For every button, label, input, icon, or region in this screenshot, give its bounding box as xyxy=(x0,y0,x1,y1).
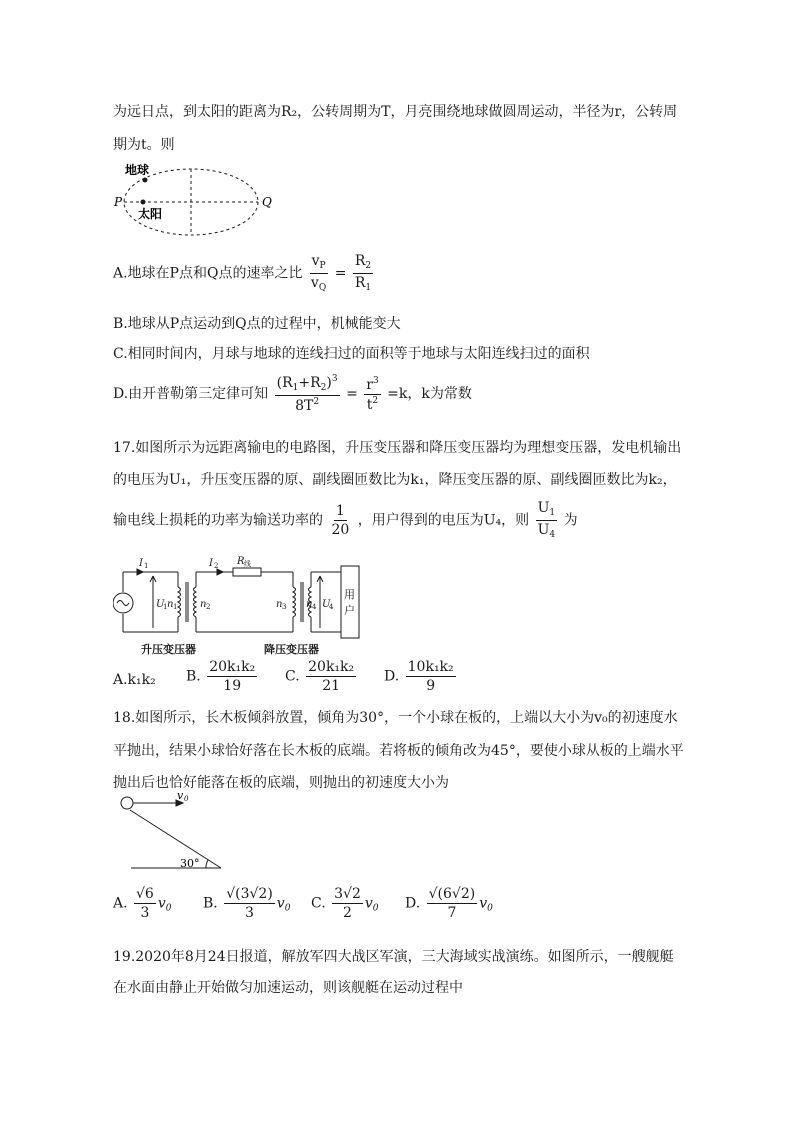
svg-text:n: n xyxy=(276,599,283,610)
q16-intro-line2: 期为t。则 xyxy=(113,137,175,153)
q17-line3: 输电线上损耗的功率为输送功率的 $\frac{1}{20}$ ，用户得到的电压为U₄，则 $\frac{U_1}{U_4}$ 为 xyxy=(113,500,578,540)
earth-dot xyxy=(143,178,148,183)
resistor-label: R xyxy=(237,556,245,567)
q18-line1: 18.如图所示，长木板倾斜放置，倾角为30°，一个小球在板的，上端以大小为v₀的初速度水 xyxy=(113,710,678,726)
q18-line2: 平抛出，结果小球恰好落在长木板的底端。若将板的倾角改为45°，要使小球从板的上端水平 xyxy=(113,743,684,759)
point-p-label: P xyxy=(114,195,123,209)
svg-text:0: 0 xyxy=(184,795,189,803)
svg-text:n: n xyxy=(200,599,207,610)
svg-text:1: 1 xyxy=(163,603,168,611)
sun-label: 太阳 xyxy=(138,207,163,221)
q19-line1: 19.2020年8月24日报道，解放军四大战区军演，三大海域实战演练。如图所示，一艘舰艇 xyxy=(113,949,674,965)
q16-option-d: D.由开普勒第三定律可知 $\frac{(R_1+R_2)^3}{8T^2}$ = $\frac{r^3}{t^2}$ =k，k为常数 xyxy=(113,374,472,414)
q16-intro-line1: 为远日点，到太阳的距离为R₂，公转周期为T，月亮围绕地球做圆周运动，半径为r，公转周 xyxy=(113,104,678,120)
incline-figure xyxy=(113,790,228,872)
q18-option-c: C. $\frac{3√2}{2}$ $v_0$ xyxy=(311,886,379,921)
q17-option-c: C. $\frac{\text{20k₁k₂}}{21}$ xyxy=(285,659,355,694)
svg-text:2: 2 xyxy=(214,562,219,570)
kepler-moon: $\frac{r^3}{t^2}$ xyxy=(366,375,379,413)
current-i2-label: I xyxy=(209,558,213,569)
kepler-lhs: $\frac{(R_1+R_2)^3}{8T^2}$ xyxy=(276,374,338,414)
sun-dot xyxy=(141,200,146,205)
svg-text:1: 1 xyxy=(144,562,149,570)
q17-option-d: D. $\frac{\text{10k₁k₂}}{9}$ xyxy=(384,659,454,694)
q18-option-a: A. $\frac{√6}{3}$ $v_0$ xyxy=(113,886,172,921)
svg-text:1: 1 xyxy=(173,603,178,611)
current-i1-label: I xyxy=(139,558,143,569)
svg-text:3: 3 xyxy=(282,603,287,611)
q18-line3: 抛出后也恰好能落在板的底端，则抛出的初速度大小为 xyxy=(113,775,449,791)
user-label-top: 用 xyxy=(344,588,355,601)
earth-label: 地球 xyxy=(125,163,150,177)
initial-velocity-label: v xyxy=(177,790,184,802)
resistor-subscript: 线 xyxy=(244,560,251,568)
transmission-circuit xyxy=(113,552,363,660)
q19-line2: 在水面由静止开始做匀加速运动，则该舰艇在运动过程中 xyxy=(113,980,463,996)
q16-option-c: C.相同时间内，月球与地球的连线扫过的面积等于地球与太阳连线扫过的面积 xyxy=(113,346,590,362)
svg-text:U: U xyxy=(322,599,331,610)
q16-option-a: A.地球在P点和Q点的速率之比 $\frac{v_P}{v_Q}$ = $\frac{R_2}{R_1}$ xyxy=(113,253,372,293)
q17-option-b: B. $\frac{\text{20k₁k₂}}{19}$ xyxy=(186,659,256,694)
step-up-label: 升压变压器 xyxy=(141,643,196,656)
loss-fraction: $\frac{1}{20}$ xyxy=(331,503,350,538)
svg-text:n: n xyxy=(306,599,313,610)
voltage-ratio: $\frac{U_1}{U_4}$ xyxy=(537,500,556,540)
svg-text:2: 2 xyxy=(206,603,211,611)
svg-text:U: U xyxy=(156,599,165,610)
user-label-bottom: 户 xyxy=(344,604,355,617)
q17-option-a: A.k₁k₂ xyxy=(113,672,156,688)
svg-text:n: n xyxy=(167,599,174,610)
q17-line1: 17.如图所示为远距离输电的电路图，升压变压器和降压变压器均为理想变压器，发电机输出 xyxy=(113,440,682,456)
q17-line2: 的电压为U₁，升压变压器的原、副线圈匝数比为k₁，降压变压器的原、副线圈匝数比为k₂， xyxy=(113,472,677,488)
step-down-label: 降压变压器 xyxy=(264,643,319,656)
q18-option-b: B. $\frac{√(3√2)}{3}$ $v_0$ xyxy=(203,886,291,921)
point-q-label: Q xyxy=(262,195,272,209)
q16-option-b: B.地球从P点运动到Q点的过程中，机械能变大 xyxy=(113,316,401,332)
q18-option-d: D. $\frac{√(6√2)}{7}$ $v_0$ xyxy=(405,886,493,921)
orbit-figure xyxy=(113,160,273,240)
svg-text:4: 4 xyxy=(312,603,317,611)
svg-text:4: 4 xyxy=(329,603,334,611)
angle-label: 30° xyxy=(180,857,200,870)
velocity-ratio: $\frac{v_P}{v_Q}$ xyxy=(310,253,327,293)
radius-ratio: $\frac{R_2}{R_1}$ xyxy=(354,253,372,293)
